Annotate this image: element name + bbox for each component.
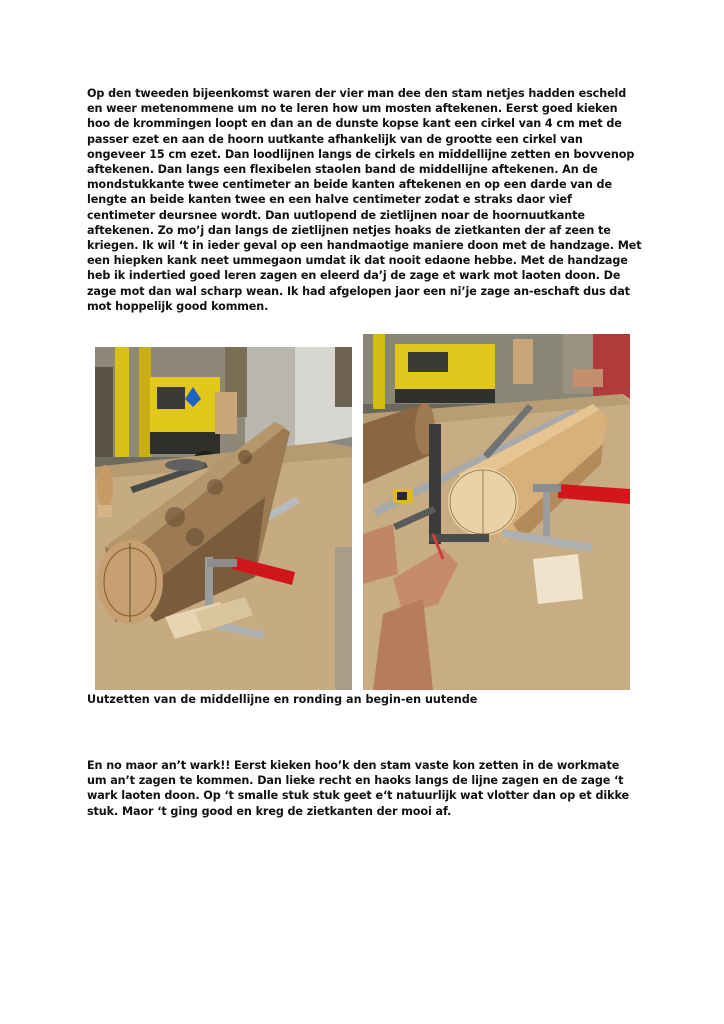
intro-paragraph: Op den tweeden bijeenkomst waren der vier man dee den stam netjes hadden escheld en weer metenommene um no te leren how um mosten aftekenen. Eerst goed kieken hoo de krommingen loopt en dan an de dunste kopse kant een cirkel van 4 cm met de passer ezet en aan de hoorn uutkante afhankelijk van de grootte een cirkel van ongeveer 15 cm ezet. Dan loodlijnen langs de cirkels en middellijne zetten en bovvenop aftekenen. Dan langs een flexibelen staolen band de middellijne aftekenen. An de mondstukkante twee centimeter an beide kanten aftekenen en op een darde van de lengte an beide kanten twee en een halve centimeter zodat e straks daor vief centimeter deursnee wordt. Dan uutlopend de zietlijnen noar de hoornuutkante aftekenen. Zo mo’j dan langs de zietlijnen netjes hoaks de zietkanten der af zeen te kriegen. Ik wil ‘t in ieder geval op een handmaotige maniere doon met de handzage. Met een hiepken kank neet ummegaon umdat ik dat nooit edaone hebbe. Met de handzage heb ik indertied goed leren zagen en eleerd da’j de zage et wark mot laoten doon. De zage mot dan wal scharp wean. Ik had afgelopen jaor een ni’je zage an-eschaft dus dat mot hoppelijk good kommen.: [87, 87, 642, 313]
photo-log-clamped-workbench: [95, 347, 352, 690]
photo-caption: Uutzetten van de middellijne en ronding an begin-en uutende: [87, 693, 478, 706]
sawing-paragraph: En no maor an’t wark!! Eerst kieken hoo’k den stam vaste kon zetten in de workmate um an’t zagen te kommen. Dan lieke recht en haoks langs de lijne zagen en de zage ‘t wark laoten doon. Op ‘t smalle stuk stuk geet e‘t natuurlijk wat vlotter dan op et dikke stuk. Maor ‘t ging good en kreg de zietkanten der mooi af.: [87, 759, 629, 818]
photo-marking-log-end: [363, 334, 630, 690]
